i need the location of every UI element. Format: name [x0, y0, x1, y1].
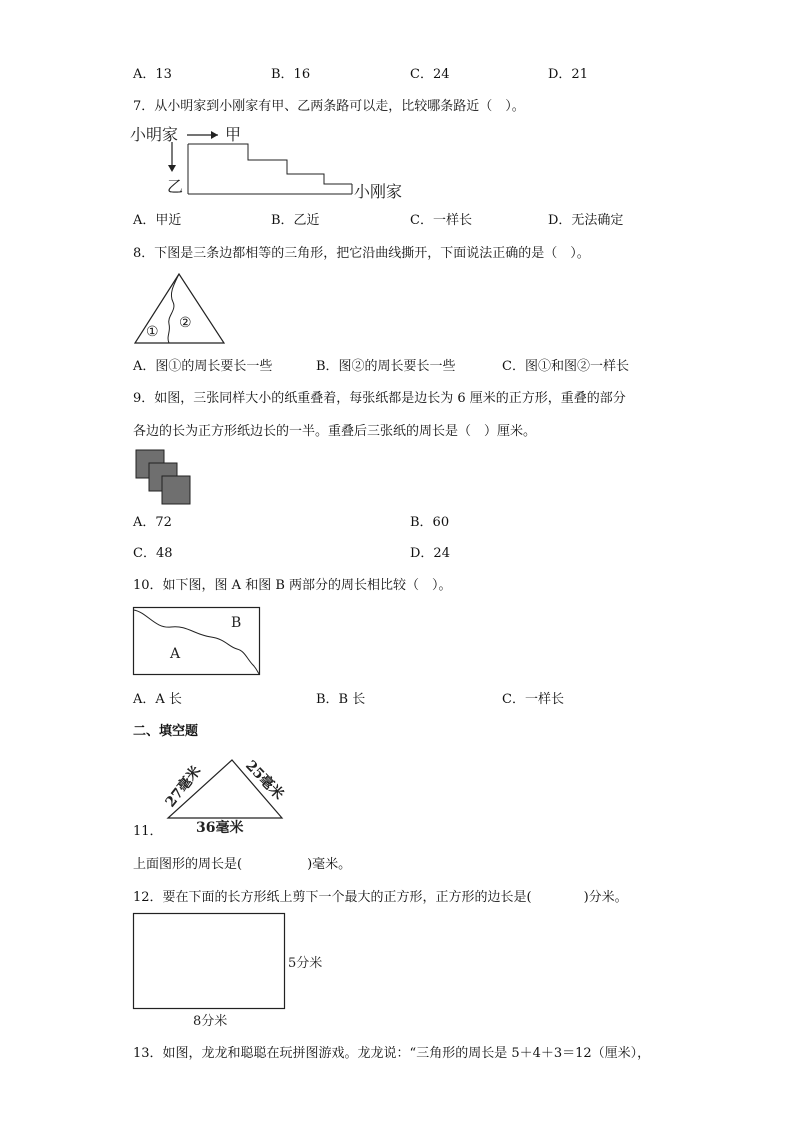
q8-tear-curve: [168, 274, 179, 343]
q11-bottom-side-label: 36毫米: [196, 820, 244, 836]
q13-question: 13．如图，龙龙和聪聪在玩拼图游戏。龙龙说：“三角形的周长是 5＋4＋3＝12（厘米），: [133, 1046, 651, 1061]
q7-end-label: 小刚家: [354, 182, 403, 201]
q11-right-side-label: 25毫米: [242, 757, 287, 803]
q7-path-a-label: 甲: [225, 125, 242, 144]
q9-question-line2: 各边的长为正方形纸边长的一半。重叠后三张纸的周长是（ ）厘米。: [133, 424, 537, 439]
q8-question: 8．下图是三条边都相等的三角形，把它沿曲线撕开，下面说法正确的是（ ）。: [133, 246, 590, 261]
q9-option-b[interactable]: B．60: [410, 515, 450, 530]
q11-triangle-figure: [160, 758, 290, 838]
q12-rectangle: [134, 914, 285, 1009]
q8-option-b[interactable]: B．图②的周长要长一些: [316, 359, 456, 374]
q8-label-2: ②: [179, 315, 192, 331]
q7-option-d[interactable]: D．无法确定: [548, 213, 624, 228]
q9-question-line1: 9．如图，三张同样大小的纸重叠着，每张纸都是边长为 6 厘米的正方形，重叠的部分: [133, 391, 626, 406]
q11-question[interactable]: 上面图形的周长是( )毫米。: [133, 857, 352, 872]
q10-label-b: B: [231, 615, 242, 631]
q7-question: 7．从小明家到小刚家有甲、乙两条路可以走，比较哪条路近（ ）。: [133, 99, 525, 114]
q10-rectangle-figure: [133, 607, 263, 677]
q10-option-a[interactable]: A．A 长: [133, 692, 182, 707]
q10-option-c[interactable]: C．一样长: [502, 692, 564, 707]
q12-question[interactable]: 12．要在下面的长方形纸上剪下一个最大的正方形，正方形的边长是( )分米。: [133, 890, 628, 905]
q8-label-1: ①: [146, 324, 159, 340]
q8-option-c[interactable]: C．图①和图②一样长: [502, 359, 629, 374]
q7-arrowhead-b-icon: [168, 165, 176, 172]
q9-option-d[interactable]: D．24: [410, 546, 450, 561]
q6-option-d[interactable]: D．21: [548, 67, 588, 82]
q9-square-3: [162, 476, 190, 504]
q12-height-label: 5分米: [288, 956, 323, 971]
q9-option-c[interactable]: C．48: [133, 546, 173, 561]
q10-option-b[interactable]: B．B 长: [316, 692, 366, 707]
q12-rectangle-figure: [133, 913, 333, 1031]
q7-path-b-label: 乙: [167, 177, 184, 196]
q7-option-a[interactable]: A．甲近: [133, 213, 182, 228]
q6-option-c[interactable]: C．24: [410, 67, 450, 82]
q8-option-a[interactable]: A．图①的周长要长一些: [133, 359, 273, 374]
q9-option-a[interactable]: A．72: [133, 515, 172, 530]
q11-left-side-label: 27毫米: [162, 763, 205, 811]
q10-question: 10．如下图，图 A 和图 B 两部分的周长相比较（ ）。: [133, 578, 452, 593]
q12-width-label: 8分米: [193, 1014, 228, 1029]
q6-option-b[interactable]: B．16: [271, 67, 311, 82]
q7-route-figure: [130, 122, 420, 204]
q7-option-c[interactable]: C．一样长: [410, 213, 472, 228]
q10-label-a: A: [170, 646, 181, 662]
q7-path-a-stairs: [188, 144, 352, 184]
q7-option-b[interactable]: B．乙近: [271, 213, 320, 228]
q7-arrowhead-a-icon: [211, 131, 218, 139]
q11-number: 11．: [133, 824, 163, 839]
section-title: 二、填空题: [133, 724, 199, 739]
q6-option-a[interactable]: A．13: [133, 67, 172, 82]
q7-start-label: 小明家: [130, 125, 179, 144]
q8-triangle-figure: [133, 272, 228, 347]
q9-squares-figure: [134, 448, 194, 506]
